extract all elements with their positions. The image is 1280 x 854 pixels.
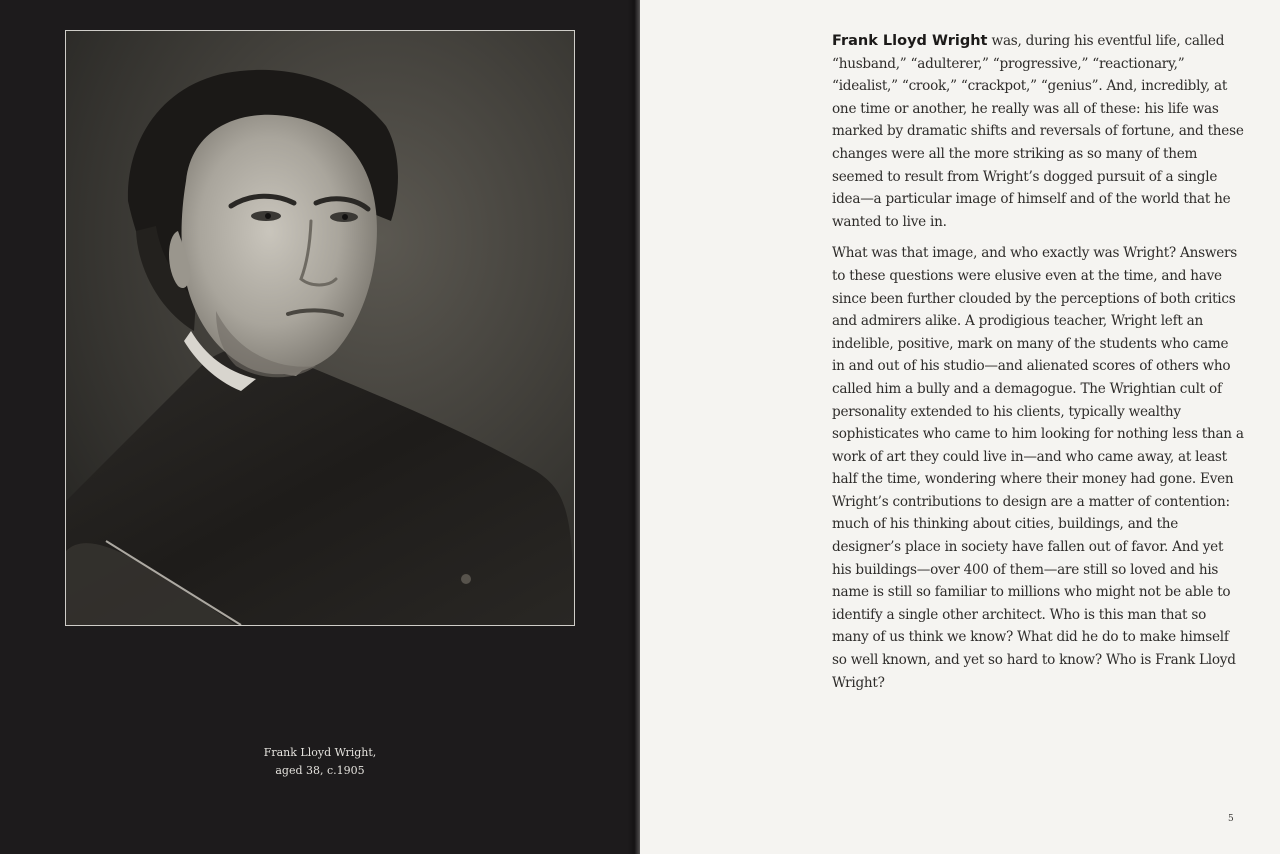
paragraph-1-text: was, during his eventful life, called “husband,” “adulterer,” “progressive,” “reactionary,” “idealist,” “crook,” “crackpot,” “genius”. And, incredibly, at one time or another, he really was all of these: his life was marked by dramatic shifts and reversals of fortune, and these changes were all the more striking as so many of them seemed to result from Wright’s dogged pursuit of a single idea—a particular image of himself and of the world that he wanted to live in.	[832, 33, 1244, 230]
photo-caption	[200, 744, 440, 780]
body-text	[832, 30, 1244, 694]
lead-name: Frank Lloyd Wright	[832, 33, 988, 49]
portrait-photo	[65, 30, 575, 626]
paragraph-1	[832, 30, 1244, 233]
caption-line-1: Frank Lloyd Wright,	[263, 746, 377, 759]
paragraph-2: What was that image, and who exactly was Wright? Answers to these questions were elusive even at the time, and have since been further clouded by the perceptions of both critics and admirers alike. A prodigious teacher, Wright left an indelible, positive, mark on many of the students who came in and out of his studio—and alienated scores of others who called him a bully and a demagogue. The Wrightian cult of personality extended to his clients, typically wealthy sophisticates who came to him looking for nothing less than a work of art they could live in—and who came away, at least half the time, wondering where their money had gone. Even Wright’s contributions to design are a matter of contention: much of his thinking about cities, buildings, and the designer’s place in society have fallen out of favor. And yet his buildings—over 400 of them—are still so loved and his name is still so familiar to millions who might not be able to identify a single other architect. Who is this man that so many of us think we know? What did he do to make himself so well known, and yet so hard to know? Who is Frank Lloyd Wright?	[832, 245, 1244, 691]
page-number: 5	[1228, 814, 1234, 824]
caption-line-2: aged 38, c.1905	[275, 764, 365, 777]
left-page	[0, 0, 636, 854]
